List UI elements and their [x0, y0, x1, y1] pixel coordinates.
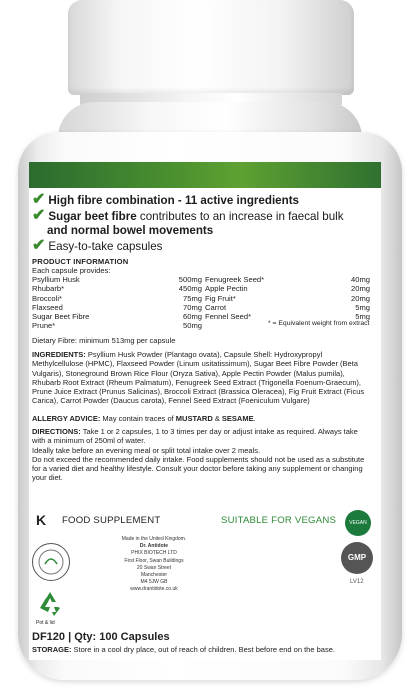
ingredient-cell: 450mg	[178, 284, 202, 294]
extract-note: * = Equivalent weight from extract	[268, 320, 370, 327]
ingredient-cell: 60mg	[183, 312, 202, 322]
ingredient-cell: Carrot	[205, 302, 227, 312]
ingredient-row	[32, 294, 370, 303]
ingredient-cell: Flaxseed	[32, 302, 63, 312]
ingredient-cell: 70mg	[183, 302, 202, 312]
suitable-vegans-label: SUITABLE FOR VEGANS	[221, 515, 337, 526]
ingredient-row	[32, 303, 370, 312]
check-icon: ✔	[32, 191, 46, 208]
ingredient-cell: 500mg	[178, 275, 202, 284]
directions-block: DIRECTIONS: Take 1 or 2 capsules, 1 to 3 times per day or adjust intake as required. Always take with a minimum of 250ml of water. Ideally take before an evening meal or split total intake over 2 meals. Do not exceed the recommended daily intake. Food supplements should not be used as a substitute for a varied diet and healthy lifestyle. Consult your doctor before taking any supplement or changing your diet.	[32, 427, 365, 483]
ingredient-cell: 5mg	[355, 312, 370, 322]
ingredient-cell: Sugar Beet Fibre	[32, 312, 90, 322]
highlight-2: ✔ Sugar beet fibre contributes to an increase in faecal bulk and normal bowel movements	[32, 207, 344, 237]
highlight-1: ✔ High fibre combination - 11 active ingredients	[32, 191, 300, 208]
food-supplement-label: FOOD SUPPLEMENT	[62, 515, 161, 526]
highlight-3: ✔ Easy-to-take capsules	[32, 237, 163, 254]
brand-logo-icon: K	[36, 512, 47, 528]
ingredient-cell: Psyllium Husk	[32, 275, 80, 284]
label-green-strip	[29, 162, 381, 188]
storage-block: STORAGE: Store in a cool dry place, out of reach of children. Best before end on the base.	[32, 645, 335, 654]
halal-certification-icon	[32, 543, 70, 581]
lot-code: LV12	[350, 579, 364, 585]
provides-text: Each capsule provides:	[32, 266, 111, 275]
ingredients-block: INGREDIENTS: Psyllium Husk Powder (Plantago ovata), Capsule Shell: Hydroxypropyl Methylcellulose (HPMC), Flaxseed Powder (Linum usitatissimum), Sugar Beet Fibre Powder (Beta Vulgaris), Stoneground Brown Rice Flour (Oryza Sativa), Apple Pectin Powder (Malus pumila), Rhubarb Root Extract (Rheum Palmatum), Fenugreek Seed Extract (Trigonella Foenum-Graecum), Prune Juice Extract (Prunus Salicinas), Broccoli Extract (Brassica Oleracea), Fig Fruit Extract (Ficus Carica), Carrot Powder (Daucus carota), Fennel Seed Extract (Foeniculum Vulgare)	[32, 350, 365, 406]
vegan-badge-icon: VEGAN	[345, 510, 371, 536]
dietary-fibre: Dietary Fibre: minimum 513mg per capsule	[32, 336, 176, 345]
ingredient-cell: Prune*	[32, 321, 56, 331]
manufacturer-info: Made in the United Kingdom. Dr. Antidote PHIX BIOTECH LTD First Floor, Swan Buildings 20 Swan Street Manchester M4 5JW GB www.drantidote.co.uk	[121, 536, 187, 593]
check-icon: ✔	[32, 207, 46, 224]
ingredient-cell: Fenugreek Seed*	[205, 275, 265, 284]
ingredient-cell: Fig Fruit*	[205, 293, 236, 303]
ingredient-cell: 20mg	[351, 293, 370, 303]
recycle-icon	[34, 588, 66, 620]
ingredient-row	[32, 284, 370, 293]
product-code: DF120 | Qty: 100 Capsules	[32, 631, 170, 643]
product-info-title: PRODUCT INFORMATION	[32, 257, 129, 266]
ingredient-cell: Rhubarb*	[32, 284, 65, 294]
ingredient-cell: Broccoli*	[32, 293, 62, 303]
gmp-badge-icon: GMP	[341, 542, 373, 574]
ingredient-cell: 5mg	[355, 302, 370, 312]
allergy-block: ALLERGY ADVICE: May contain traces of MUSTARD & SESAME.	[32, 414, 256, 423]
ingredient-row	[32, 275, 370, 284]
ingredient-cell: 50mg	[183, 321, 202, 331]
ingredient-cell: 20mg	[351, 284, 370, 294]
ingredient-cell: Fennel Seed*	[205, 312, 252, 322]
check-icon: ✔	[32, 237, 46, 254]
bottle-cap	[68, 0, 354, 95]
pot-lid-label: Pot & lid	[36, 620, 55, 626]
ingredient-cell: Apple Pectin	[205, 284, 248, 294]
ingredient-cell: 75mg	[183, 293, 202, 303]
ingredient-cell: 40mg	[351, 275, 370, 284]
